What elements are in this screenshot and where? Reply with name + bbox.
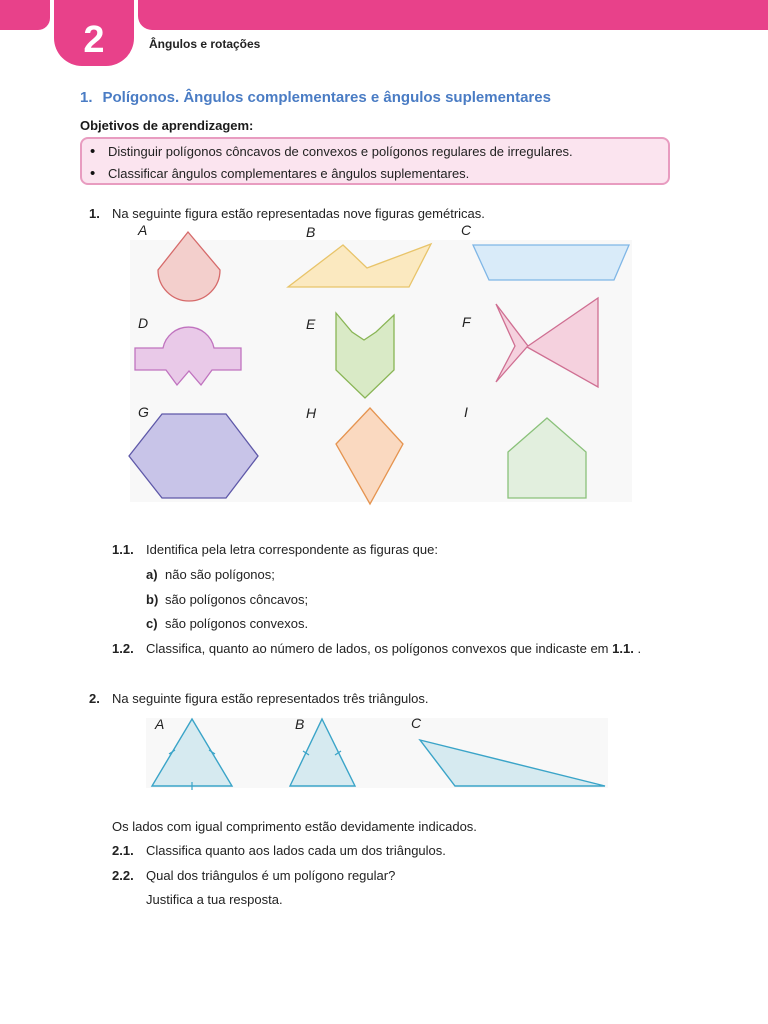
question-text: Na seguinte figura estão representadas nove figuras gemétricas. [112,206,485,221]
figure-label-d: D [138,315,149,331]
question-2-2-continuation: Justifica a tua resposta. [146,892,283,907]
question-number: 1.2. [112,641,134,656]
question-text: Identifica pela letra correspondente as figuras que: [146,542,438,557]
chapter-title: Ângulos e rotações [149,37,261,51]
figure-label-a: A [138,222,148,238]
option-label: c) [146,616,158,631]
figure-label-b: B [306,224,316,240]
triangles-note: Os lados com igual comprimento estão devidamente indicados. [112,819,477,834]
chapter-number: 2 [83,19,105,61]
option-text: são polígonos côncavos; [165,592,309,607]
question-number: 2. [89,691,100,706]
objective-item: • Distinguir polígonos côncavos de convexos e polígonos regulares de irregulares. [108,144,573,159]
question-2-1 [112,843,446,858]
option-label: a) [146,567,158,582]
objective-item: • Classificar ângulos complementares e ângulos suplementares. [108,166,469,181]
question-2-2 [112,868,395,883]
figure-label-f: F [462,314,471,330]
figure-label-g: G [138,404,149,420]
section-number: 1. [80,89,93,106]
option-text: são polígonos convexos. [165,616,309,631]
triangle-label-a: A [155,716,165,732]
triangle-a [152,719,232,786]
triangle-c [420,740,605,786]
triangle-b [290,719,355,786]
figure-label-i: I [464,404,468,420]
figure-label-c: C [461,222,472,238]
question-number: 2.2. [112,868,134,883]
question-number: 1. [89,206,100,221]
question-text: Qual dos triângulos é um polígono regular? [146,868,396,883]
section-title-text: Polígonos. Ângulos complementares e ângulos suplementares [102,89,551,106]
objectives-heading: Objetivos de aprendizagem: [80,118,254,133]
figure-label-e: E [306,316,316,332]
option-label: b) [146,592,159,607]
question-reference: 1.1. [612,641,634,656]
option-text: não são polígonos; [165,567,275,582]
triangle-label-b: B [295,716,305,732]
question-number: 1.1. [112,542,134,557]
figure-label-h: H [306,405,317,421]
question-text: Classifica quanto aos lados cada um dos triângulos. [146,843,446,858]
question-text: Na seguinte figura estão representados três triângulos. [112,691,429,706]
question-text-end: . [633,641,642,656]
question-text: Classifica, quanto ao número de lados, os polígonos convexos que indicaste em [146,641,609,656]
question-number: 2.1. [112,843,134,858]
triangle-label-c: C [411,715,422,731]
